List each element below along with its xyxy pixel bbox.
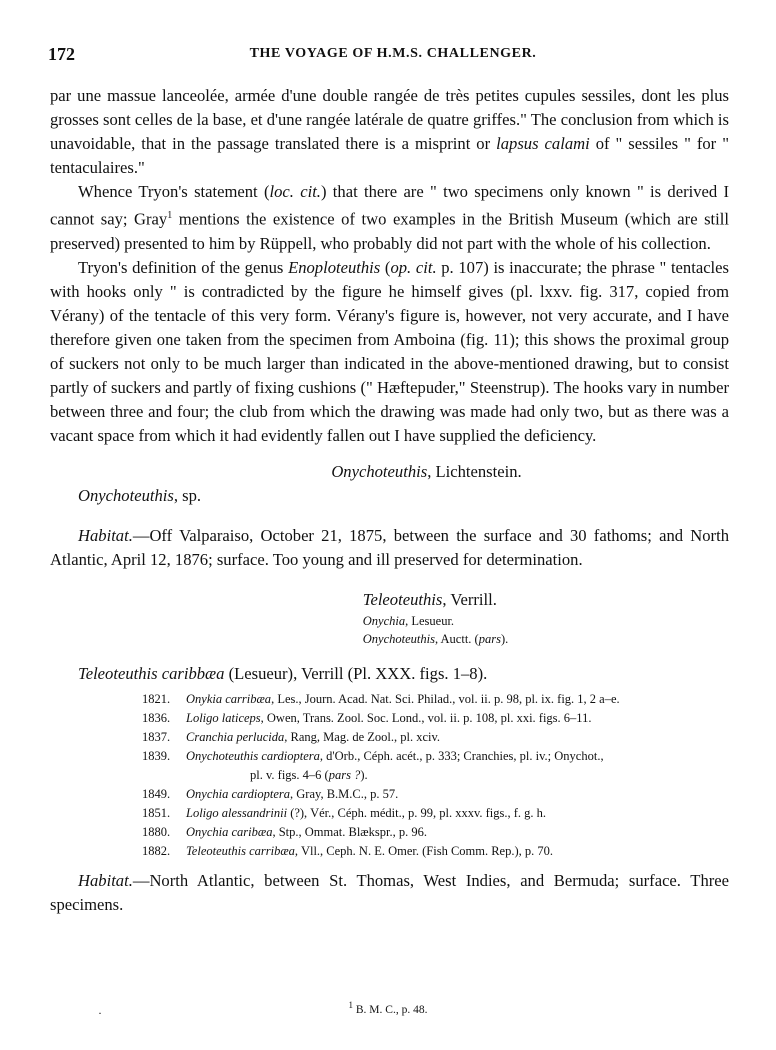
footnote bbox=[0, 1000, 776, 1020]
synonymy-entry-continuation: pl. v. figs. 4–6 (pars ?). bbox=[250, 767, 368, 782]
genus-heading-onychoteuthis: Onychoteuthis, Lichtenstein. bbox=[331, 461, 522, 481]
synonymy-entry: 1836. Loligo laticeps, Owen, Trans. Zool. Soc. Lond., vol. ii. p. 108, pl. xxi. figs. 6–11. bbox=[142, 710, 592, 725]
synonymy-entry: 1882. Teleoteuthis carribæa, Vll., Ceph. N. E. Omer. (Fish Comm. Rep.), p. 70. bbox=[142, 843, 554, 858]
species-heading-onychoteuthis: Onychoteuthis, sp. bbox=[78, 485, 202, 505]
footnote-marker: 1 bbox=[348, 1000, 354, 1010]
synonymy-list bbox=[142, 690, 732, 861]
body-text bbox=[50, 84, 729, 917]
genus-heading-teleoteuthis: Teleoteuthis, Verrill. Onychia, Lesueur. Onychoteuthis, Auctt. (pars). bbox=[362, 589, 509, 646]
paragraph-tryon-statement: Whence Tryon's statement (loc. cit.) that there are " two specimens only known " is derived I cannot say; Gray$^1$ mentions the existence of two examples in the British Museum (which are still preserved) presented to him by Rüppell, who probably did not part with the whole of his collection. bbox=[50, 182, 729, 253]
species-heading-teleoteuthis: Teleoteuthis caribbæa (Lesueur), Verrill (Pl. XXX. figs. 1–8). bbox=[78, 663, 488, 683]
footnote-ref: 1 bbox=[167, 210, 173, 221]
genus-synonym-onychoteuthis: Onychoteuthis, Auctt. (pars). bbox=[362, 631, 509, 646]
synonymy-entry: 1851. Loligo alessandrinii (?), Vér., Céph. médit., p. 99, pl. xxxv. figs., f. g. h. bbox=[142, 805, 547, 820]
synonymy-entry: 1839. Onychoteuthis cardioptera, d'Orb., Céph. acét., p. 333; Cranchies, pl. iv.; Onychot., bbox=[142, 748, 604, 763]
running-title: THE VOYAGE OF H.M.S. CHALLENGER. bbox=[249, 46, 537, 61]
synonymy-entry: 1880. Onychia caribæa, Stp., Ommat. Blækspr., p. 96. bbox=[142, 824, 427, 839]
paragraph-tryon-definition: Tryon's definition of the genus Enoploteuthis (op. cit. p. 107) is inaccurate; the phrase " tentacles with hooks only " is contradicted by the figure he himself gives (pl. lxxv. fig. 317, copied from Vérany) of the tentacle of this very form. Vérany's figure is, however, not very accurate, and I have therefore given one taken from the specimen from Amboina (fig. 11); this shows the proximal group of suckers not only to be much larger than indicated in the above-mentioned drawing, but to consist partly of suckers and partly of fixing cushions (" Hæftepuder," Steenstrup). The hooks vary in number between three and four; the club from which the drawing was made had only two, but as there was a vacant space from which it had evidently fallen out I have supplied the deficiency. bbox=[50, 257, 729, 445]
synonymy-entry: 1849. Onychia cardioptera, Gray, B.M.C., p. 57. bbox=[142, 786, 399, 801]
habitat-onychoteuthis: Habitat.—Off Valparaiso, October 21, 1875, between the surface and 30 fathoms; and North Atlantic, April 12, 1876; surface. Too young and ill preserved for determination. bbox=[50, 525, 729, 569]
genus-synonym-onychia: Onychia, Lesueur. bbox=[362, 613, 455, 628]
habitat-teleoteuthis: Habitat.—North Atlantic, between St. Thomas, West Indies, and Bermuda; surface. Three specimens. bbox=[50, 870, 729, 914]
page-number: 172 bbox=[48, 44, 75, 64]
synonymy-entry: 1821. Onykia carribæa, Les., Journ. Acad. Nat. Sci. Philad., vol. ii. p. 98, pl. ix. fig. 1, 2 a–e. bbox=[142, 691, 620, 706]
footnote-text: B. M. C., p. 48. bbox=[353, 1003, 428, 1016]
paragraph-continuation: par une massue lanceolée, armée d'une double rangée de très petites cupules sessiles, dont les plus grosses sont celles de la base, et d'une rangée latérale de quatre griffes." The conclusion from which is unavoidable, that in the passage translated there is a misprint or lapsus calami of " sessiles " for " tentaculaires." bbox=[50, 86, 729, 177]
synonymy-entry: 1837. Cranchia perlucida, Rang, Mag. de Zool., pl. xciv. bbox=[142, 729, 441, 744]
stray-mark: · bbox=[98, 1006, 102, 1020]
running-header bbox=[48, 44, 738, 66]
